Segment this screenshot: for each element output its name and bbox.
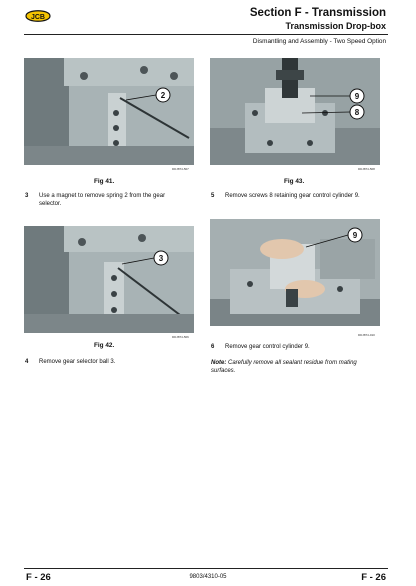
fig-43-ref: DDJ874-508: [358, 167, 375, 171]
step-text: Remove screws 8 retaining gear control cylinder 9.: [225, 193, 360, 199]
fig-41-ref: DDJ874-507: [172, 167, 189, 171]
step-number: 4: [25, 359, 29, 365]
callout-9: 9: [352, 231, 358, 240]
fig-44-ref: DDJ874-010: [358, 333, 375, 337]
jcb-logo: [24, 6, 52, 26]
callout-3: 3: [158, 254, 164, 263]
fig-44-photo: [210, 219, 380, 326]
step-text: Remove gear selector ball 3.: [39, 359, 116, 365]
fig-43-photo: [210, 58, 380, 165]
step-number: 5: [211, 193, 215, 199]
page-number-right: F - 26: [361, 572, 386, 583]
section-subtitle: Transmission Drop-box: [285, 21, 386, 31]
callout-2: 2: [160, 91, 166, 100]
step-3: [25, 192, 200, 210]
step-number: 6: [211, 344, 215, 350]
fig-41-photo: [24, 58, 194, 165]
header-divider: [24, 34, 388, 35]
footer-divider: [24, 568, 388, 569]
topic-heading: Dismantling and Assembly - Two Speed Option: [252, 38, 386, 45]
note-text-cont: surfaces.: [211, 368, 236, 374]
note-text: Carefully remove all sealant residue from mating: [228, 360, 357, 366]
step-number: 3: [25, 193, 29, 199]
step-4: [25, 358, 200, 368]
callout-9: 9: [354, 92, 360, 101]
step-text: Use a magnet to remove spring 2 from the gear selector.: [39, 193, 166, 207]
callout-8: 8: [354, 108, 360, 117]
note: [211, 359, 391, 375]
step-5: [211, 192, 386, 202]
section-title: Section F - Transmission: [249, 7, 386, 19]
step-text: Remove gear control cylinder 9.: [225, 344, 310, 350]
fig-42-caption: Fig 42.: [94, 342, 115, 349]
step-6: [211, 343, 386, 353]
svg-text:JCB: JCB: [30, 14, 46, 21]
fig-42-photo: [24, 226, 194, 333]
fig-43-caption: Fig 43.: [284, 178, 305, 185]
fig-42-ref: DDJ874-506: [172, 335, 189, 339]
doc-number: 9803/4310-05: [189, 574, 227, 580]
fig-41-caption: Fig 41.: [94, 178, 115, 185]
page-number-left: F - 26: [26, 572, 51, 583]
note-label: Note:: [211, 360, 227, 366]
